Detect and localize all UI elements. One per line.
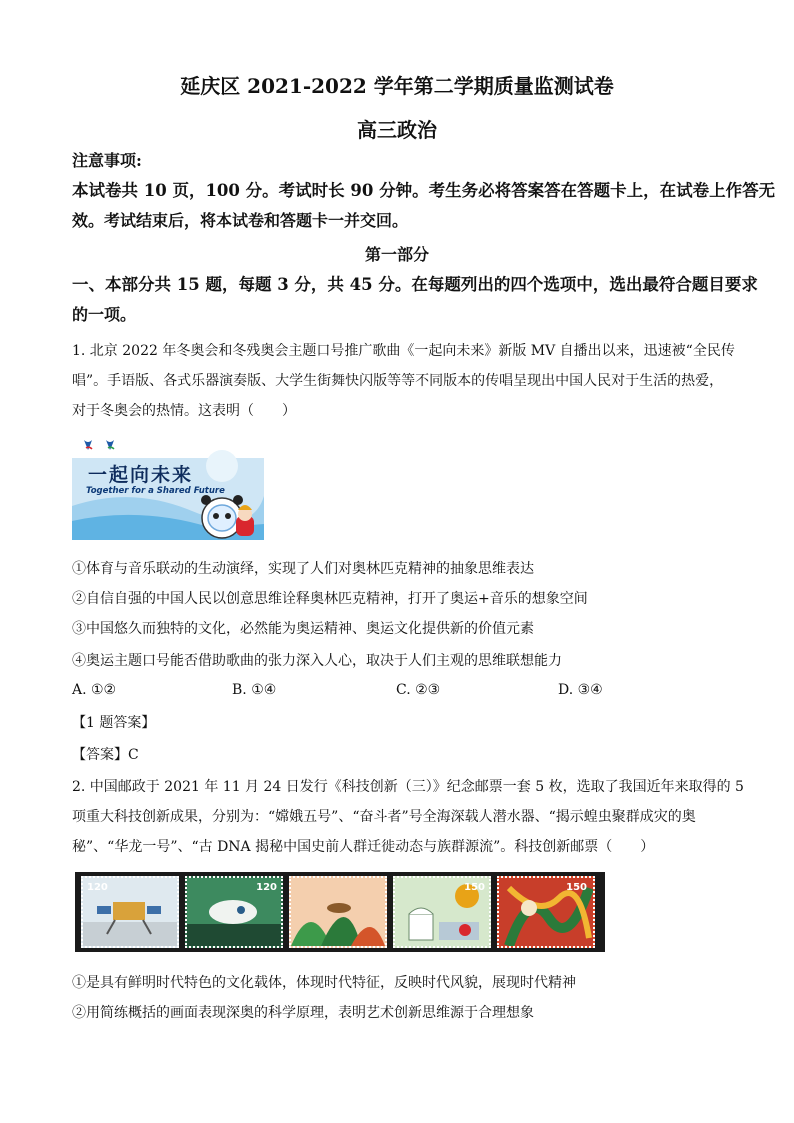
locust-icon (291, 878, 385, 946)
page-subtitle: 高三政治 (357, 118, 437, 142)
q1-option-d: D. ③④ (558, 682, 603, 698)
banner-title: 一起向未来 (88, 464, 194, 486)
shuey-rhon-rhon-mascot-icon (236, 505, 254, 536)
q1-answer-heading: 【1 题答案】 (72, 715, 156, 731)
q1-statement-4: ④奥运主题口号能否借助歌曲的张力深入人心，取决于人们主观的思维联想能力 (72, 653, 562, 669)
stamp-value-5: 150 (566, 882, 587, 893)
notice-line-1: 本试卷共 10 页，100 分。考试时长 90 分钟。考生务必将答案答在答题卡上，在试卷上作答无 (72, 181, 776, 200)
q2-stem-line-1: 2. 中国邮政于 2021 年 11 月 24 日发行《科技创新（三）》纪念邮票一套 5 枚，选取了我国近年来取得的 5 (72, 779, 744, 795)
stamp-ancient-dna (497, 876, 595, 948)
q2-statement-2: ②用简练概括的画面表现深奥的科学原理，表明艺术创新思维源于合理想象 (72, 1005, 534, 1021)
q2-stem-line-3: 秘”、“华龙一号”、“古 DNA 揭秘中国史前人群迁徙动态与族群源流”。科技创新邮票（ ） (72, 839, 655, 855)
section-instruction-2: 的一项。 (72, 305, 137, 324)
stamp-hualong-one (393, 876, 491, 948)
q1-banner-image (72, 436, 264, 540)
stamp-locust (289, 876, 387, 948)
stamp-chang-e-5 (81, 876, 179, 948)
stamp-value-1: 120 (87, 882, 108, 893)
section-part: 第一部分 (364, 245, 429, 264)
stamp-fendouzhe (185, 876, 283, 948)
stamp-value-2: 120 (256, 882, 277, 893)
stamp-value-4: 150 (464, 882, 485, 893)
q2-statement-1: ①是具有鲜明时代特色的文化载体，体现时代特征，反映时代风貌，展现时代精神 (72, 975, 576, 991)
notice-line-2: 效。考试结束后，将本试卷和答题卡一并交回。 (72, 211, 409, 230)
q1-answer: 【答案】C (72, 747, 139, 763)
q1-option-b: B. ①④ (232, 682, 277, 698)
page-title: 延庆区 2021-2022 学年第二学期质量监测试卷 (180, 74, 614, 98)
q1-stem-line-2: 唱”。手语版、各式乐器演奏版、大学生街舞快闪版等等不同版本的传唱呈现出中国人民对于生活的热爱， (72, 373, 724, 389)
q2-stamp-sheet (75, 872, 605, 952)
q1-stem-line-1: 1. 北京 2022 年冬奥会和冬残奥会主题口号推广歌曲《一起向未来》新版 MV 自播出以来，迅速被“全民传 (72, 343, 735, 359)
q1-stem-line-3: 对于冬奥会的热情。这表明（ ） (72, 403, 296, 419)
q1-statement-3: ③中国悠久而独特的文化，必然能为奥运精神、奥运文化提供新的价值元素 (72, 621, 534, 637)
q1-statement-2: ②自信自强的中国人民以创意思维诠释奥林匹克精神，打开了奥运+音乐的想象空间 (72, 591, 588, 607)
q1-option-c: C. ②③ (396, 682, 441, 698)
q1-option-a: A. ①② (72, 682, 117, 698)
q1-statement-1: ①体育与音乐联动的生动演绎，实现了人们对奥林匹克精神的抽象思维表达 (72, 561, 534, 577)
q2-stem-line-2: 项重大科技创新成果，分别为：“嫦娥五号”、“奋斗者”号全海深载人潜水器、“揭示蝗虫聚群成灾的奥 (72, 809, 696, 825)
notice-heading: 注意事项: (72, 151, 142, 170)
banner-subtitle: Together for a Shared Future (86, 486, 225, 496)
section-instruction-1: 一、本部分共 15 题，每题 3 分，共 45 分。在每题列出的四个选项中，选出最符合题目要求 (72, 275, 758, 294)
